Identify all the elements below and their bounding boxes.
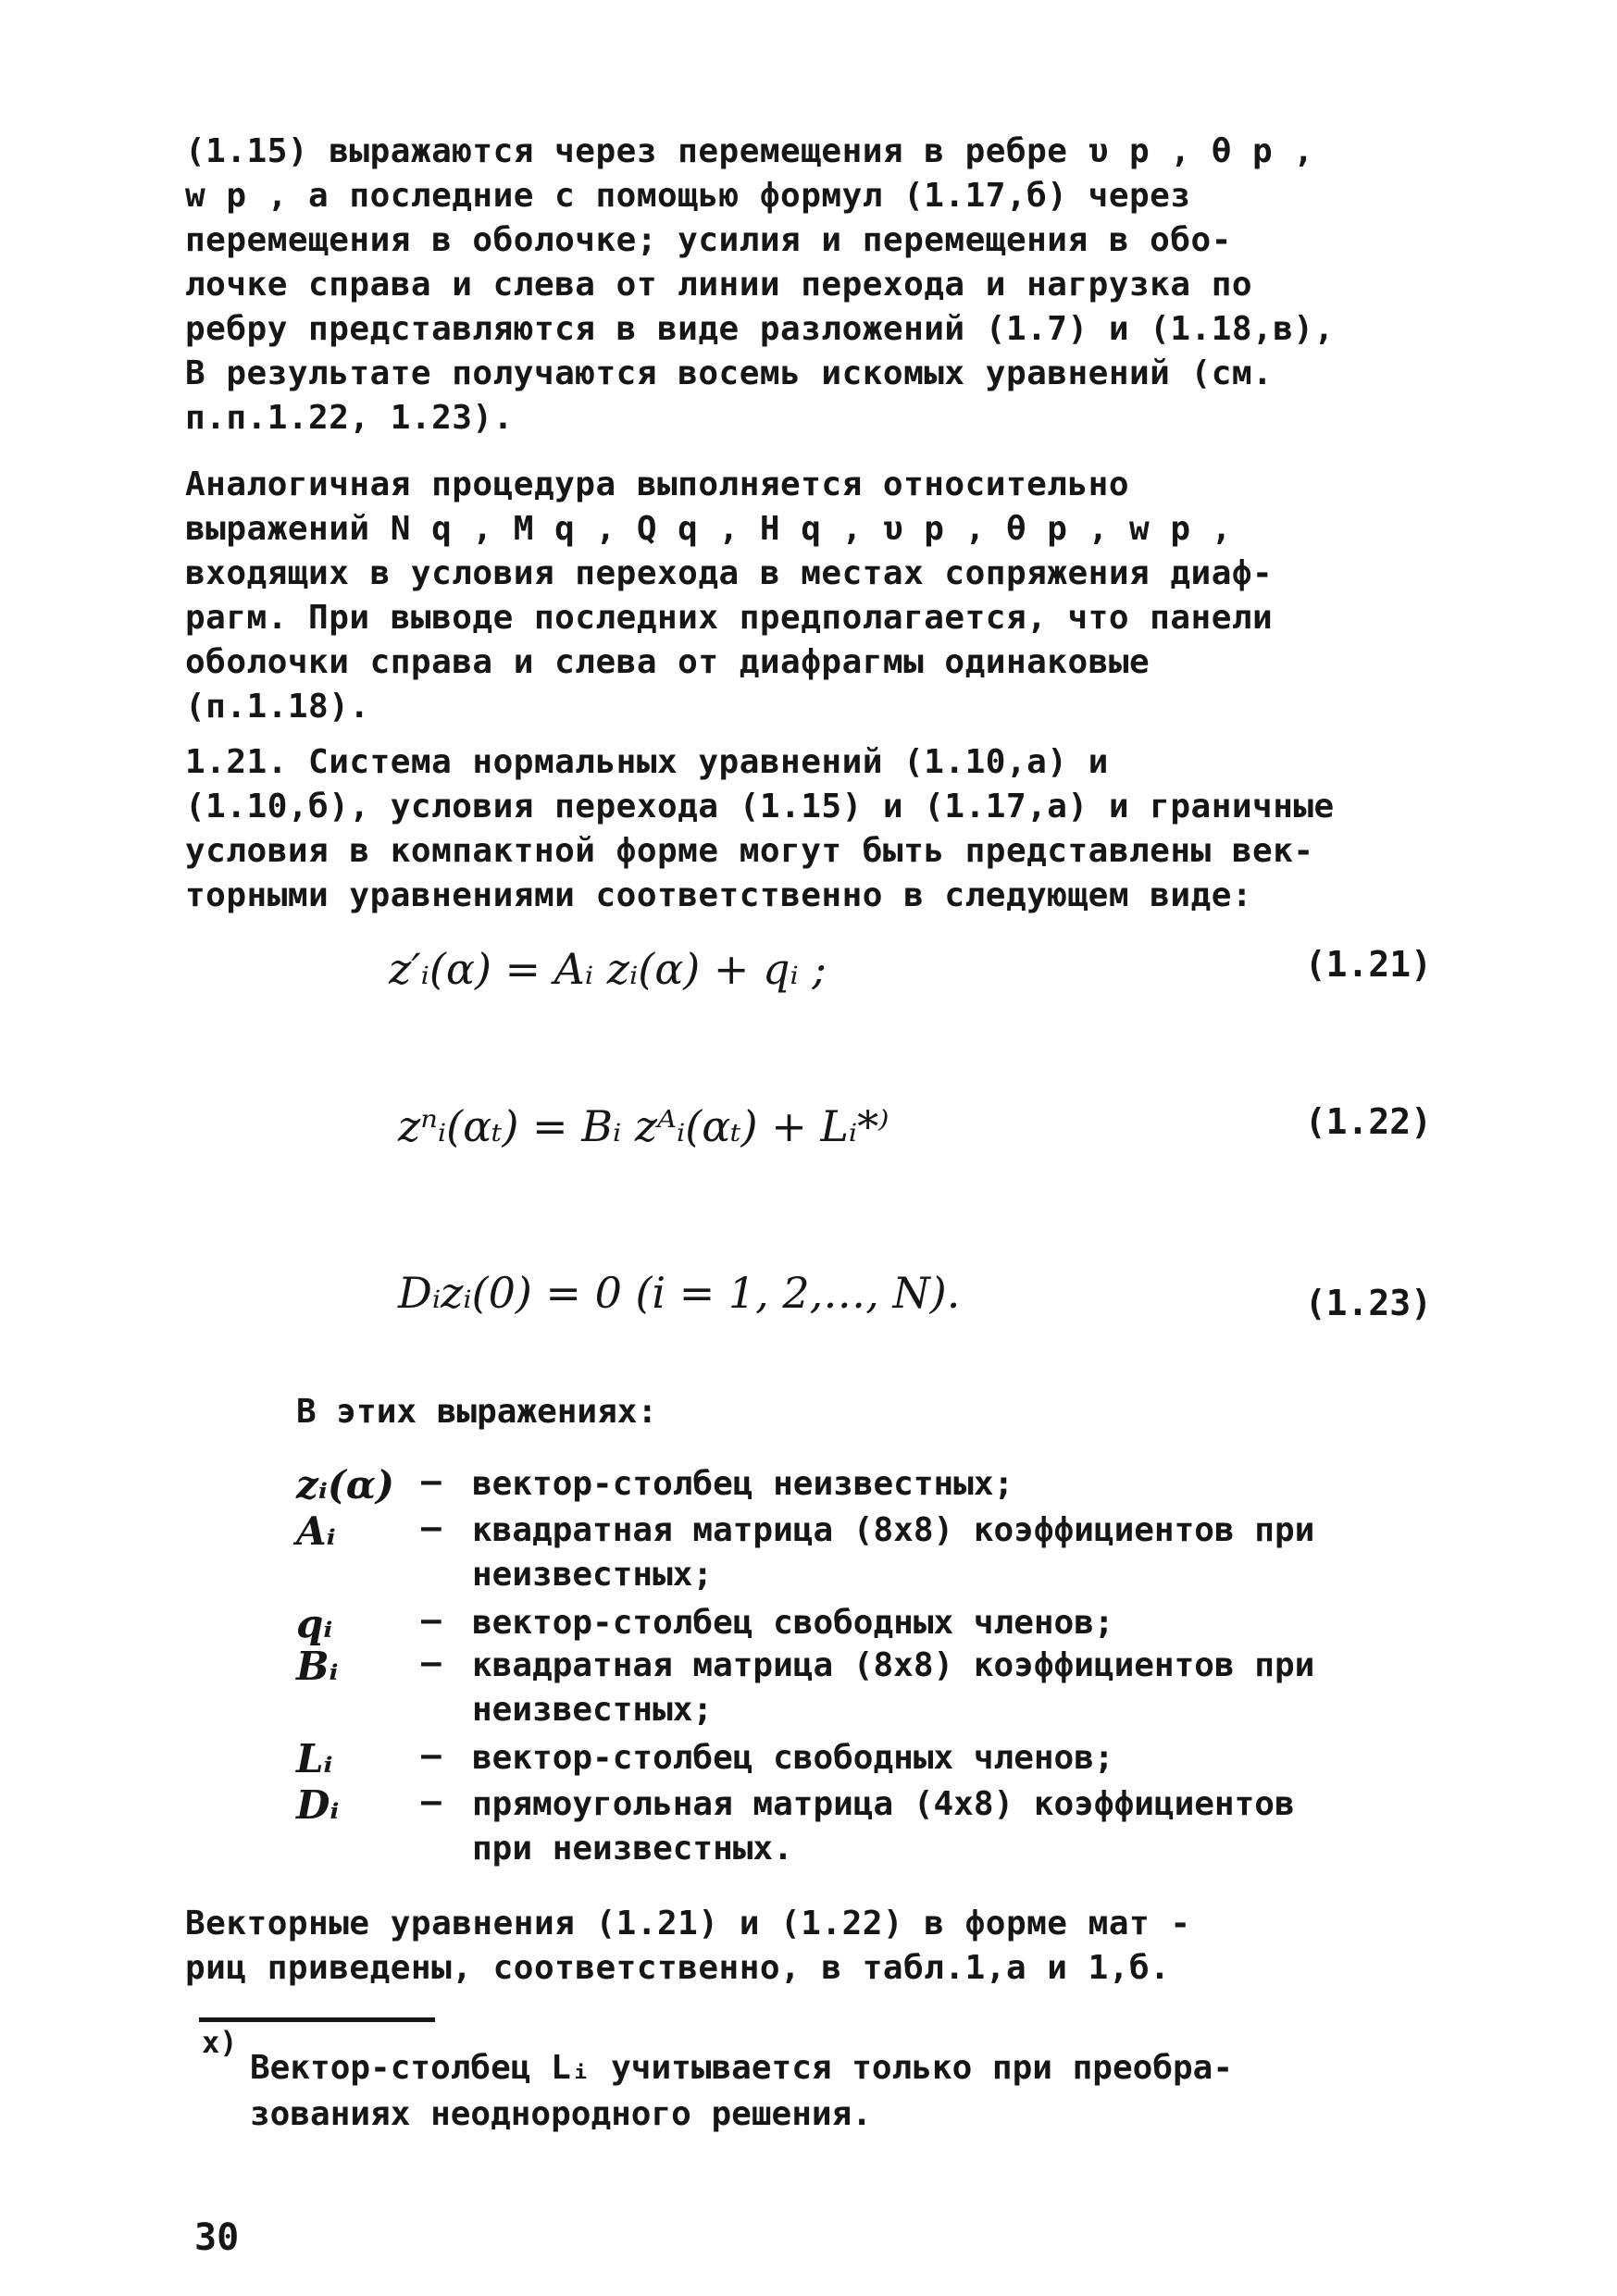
- definition-text: квадратная матрица (8x8) коэффициентов при неизвестных;: [472, 1646, 1315, 1729]
- text-line: торными уравнениями соответственно в следующем виде:: [185, 876, 1253, 914]
- text-line: п.п.1.22, 1.23).: [185, 399, 514, 437]
- definition-dash: –: [421, 1736, 442, 1774]
- text-line: В результате получаются восемь искомых уравнений (см.: [185, 354, 1274, 392]
- definition-text: вектор-столбец свободных членов;: [472, 1604, 1114, 1642]
- text-line: (1.15) выражаются через перемещения в ребре υ p , θ p ,: [185, 132, 1314, 170]
- text-line: лочке справа и слева от линии перехода и нагрузка по: [185, 266, 1253, 304]
- footnote: [250, 2045, 1444, 2138]
- footnote-line: Вектор-столбец Lᵢ учитывается только при преобра-: [250, 2049, 1234, 2087]
- definition-dash: –: [421, 1508, 442, 1546]
- equation-number: (1.22): [1304, 1101, 1432, 1142]
- text-line: 1.21. Система нормальных уравнений (1.10,а) и: [185, 743, 1109, 781]
- definition-dash: –: [421, 1462, 442, 1500]
- text-line: условия в компактной форме могут быть представлены век-: [185, 832, 1314, 870]
- definition-row: [296, 1601, 1435, 1644]
- definition-text: квадратная матрица (8x8) коэффициентов при неизвестных;: [472, 1511, 1315, 1594]
- definition-row: [296, 1736, 1435, 1782]
- definition-row: [296, 1508, 1435, 1601]
- text-line: Аналогичная процедура выполняется относительно: [185, 465, 1129, 503]
- definition-text: вектор-столбец неизвестных;: [472, 1465, 1014, 1503]
- definition-symbol: Dᵢ: [296, 1782, 340, 1828]
- text-line: перемещения в оболочке; усилия и перемещения в обо-: [185, 221, 1232, 259]
- paragraph-3: [185, 740, 1430, 918]
- text-line: рагм. При выводе последних предполагается, что панели: [185, 599, 1274, 637]
- equation-number: (1.23): [1304, 1283, 1432, 1323]
- equation-body: Dᵢzᵢ(0) = 0 (i = 1, 2,…, N).: [398, 1268, 961, 1318]
- paragraph-4: [185, 1902, 1430, 1991]
- equation-1-22: [0, 1101, 1617, 1175]
- definition-text: вектор-столбец свободных членов;: [472, 1739, 1114, 1777]
- definitions-list: [296, 1462, 1435, 1875]
- definition-dash: –: [421, 1782, 442, 1820]
- equation-body: z′ᵢ(α) = Aᵢ zᵢ(α) + qᵢ ;: [389, 944, 827, 994]
- equation-number: (1.21): [1304, 944, 1432, 985]
- equation-1-23: [0, 1268, 1617, 1342]
- text-line: риц приведены, соответственно, в табл.1,а и 1,б.: [185, 1949, 1171, 1987]
- text-line: выражений N q , M q , Q q , H q , υ p , θ p , w p ,: [185, 510, 1232, 548]
- text-line: w p , а последние с помощью формул (1.17,б) через: [185, 177, 1191, 215]
- text-line: (п.1.18).: [185, 688, 370, 726]
- definition-dash: –: [421, 1644, 442, 1682]
- definition-symbol: Aᵢ: [296, 1508, 336, 1554]
- paragraph-2: [185, 463, 1430, 729]
- definition-symbol: qᵢ: [296, 1601, 333, 1646]
- definition-row: [296, 1782, 1435, 1875]
- equation-body: zⁿᵢ(αₜ) = Bᵢ zᴬᵢ(αₜ) + Lᵢ*⁾: [398, 1101, 889, 1151]
- definitions-heading: В этих выражениях:: [296, 1393, 658, 1431]
- definition-symbol: Bᵢ: [296, 1644, 339, 1689]
- text-line: Векторные уравнения (1.21) и (1.22) в форме мат -: [185, 1905, 1191, 1942]
- text-line: входящих в условия перехода в местах сопряжения диаф-: [185, 554, 1274, 592]
- page-number: 30: [194, 2216, 240, 2259]
- equation-1-21: [0, 944, 1617, 1018]
- definition-text: прямоугольная матрица (4x8) коэффициентов при неизвестных.: [472, 1785, 1295, 1868]
- text-line: (1.10,б), условия перехода (1.15) и (1.17,а) и граничные: [185, 788, 1335, 825]
- definition-symbol: Lᵢ: [296, 1736, 333, 1781]
- definition-symbol: zᵢ(α): [296, 1462, 394, 1508]
- definition-dash: –: [421, 1601, 442, 1639]
- footnote-marker: x): [202, 2025, 238, 2060]
- text-line: оболочки справа и слева от диафрагмы одинаковые: [185, 643, 1151, 681]
- paragraph-1: [185, 130, 1430, 441]
- text-line: ребру представляются в виде разложений (1.7) и (1.18,в),: [185, 310, 1335, 348]
- definition-row: [296, 1644, 1435, 1736]
- footnote-line: зованиях неоднородного решения.: [250, 2095, 872, 2133]
- footnote-divider: [199, 2017, 435, 2022]
- definition-row: [296, 1462, 1435, 1508]
